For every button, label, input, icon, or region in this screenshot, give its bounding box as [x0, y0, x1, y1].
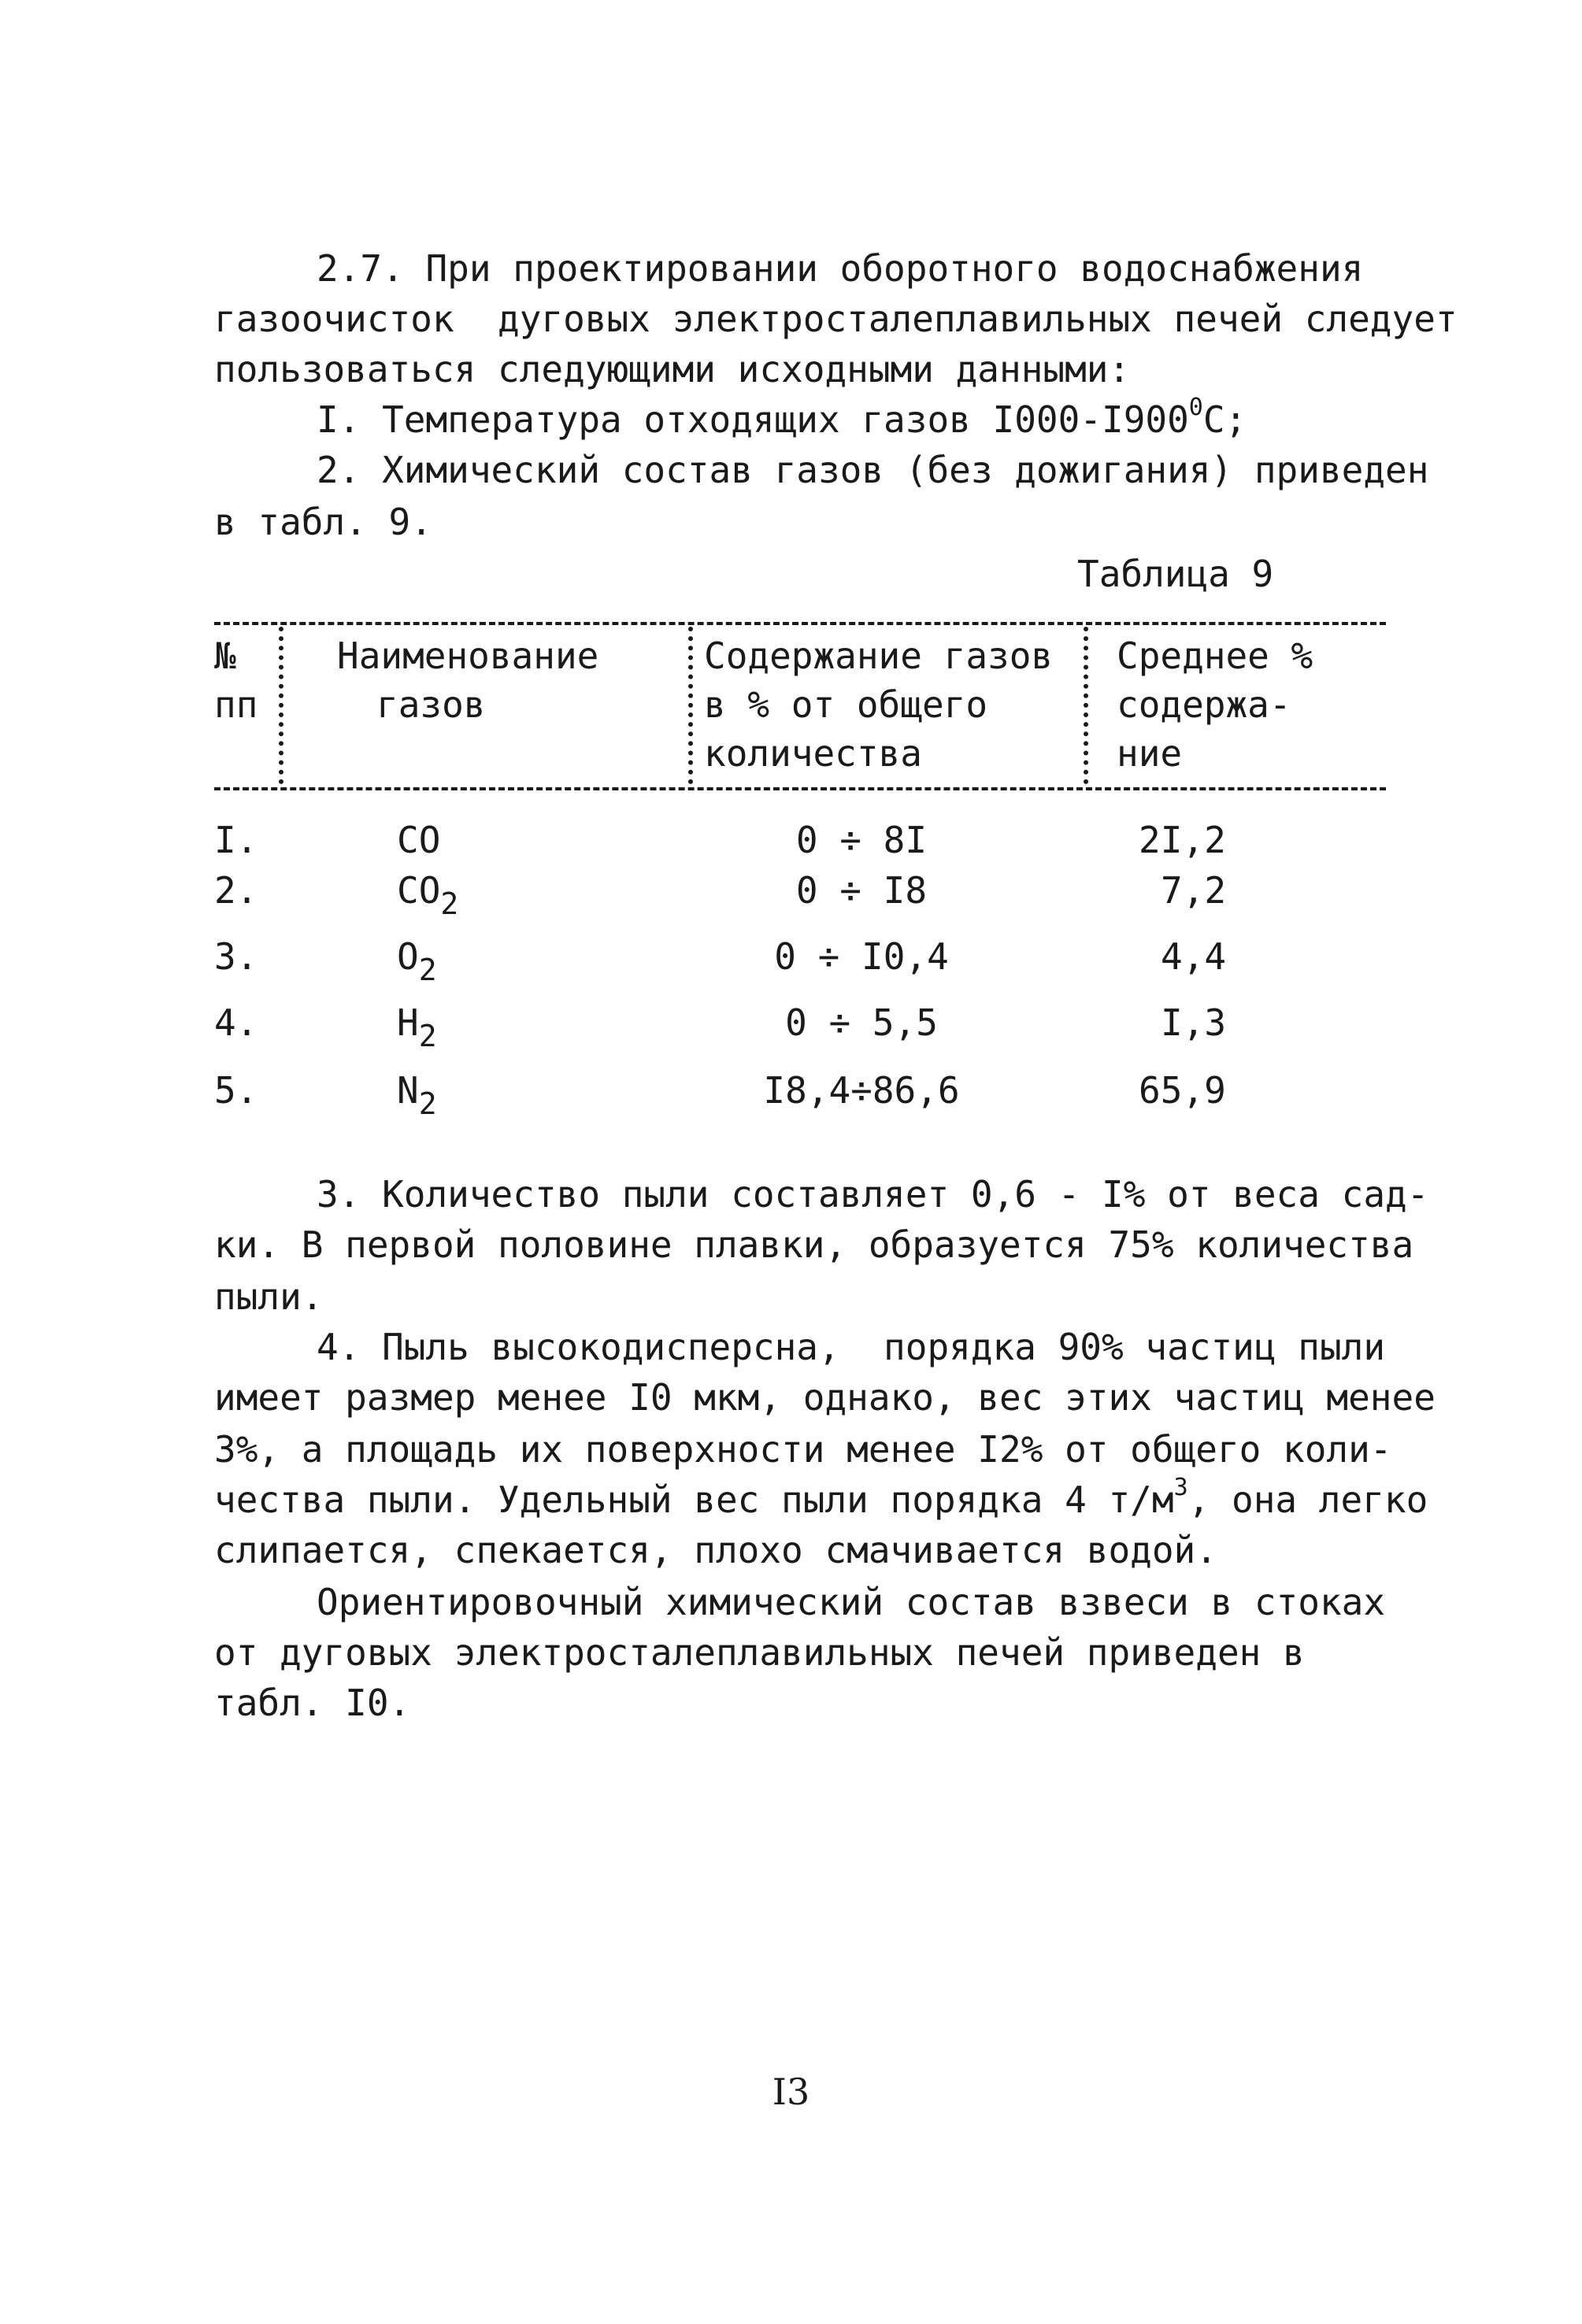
- column-separator-3: [1084, 627, 1088, 784]
- gas-formula: [397, 819, 441, 861]
- item-4-line-4-suffix: , она легко: [1187, 1478, 1428, 1521]
- cubic-superscript: 3: [1173, 1474, 1188, 1501]
- degree-superscript: 0: [1188, 394, 1203, 421]
- gas-symbol: СО: [397, 819, 441, 861]
- item-3-line-1: 3. Количество пыли составляет 0,6 - I% от веса сад-: [317, 1173, 1429, 1216]
- header-gas-name-line-2: газов: [376, 683, 486, 726]
- header-gas-name: Наименование: [337, 635, 599, 677]
- gas-subscript: 2: [418, 1019, 437, 1053]
- header-average-line-3: ние: [1117, 732, 1183, 775]
- item-4-line-5: слипается, спекается, плохо смачивается водой.: [214, 1529, 1217, 1571]
- item-4-line-4: [214, 1474, 1428, 1521]
- gas-subscript: 2: [418, 953, 437, 987]
- item-2-line-2: в табл. 9.: [214, 501, 432, 543]
- header-number: №: [214, 635, 236, 677]
- header-number-line-2: пп: [214, 683, 258, 726]
- content-range: 0 ÷ 5,5: [785, 1001, 938, 1044]
- gas-formula: [397, 1001, 437, 1053]
- paragraph-final-line-1: Ориентировочный химический состав взвеси в стоках: [317, 1581, 1386, 1623]
- gas-formula: [397, 869, 459, 921]
- gas-formula: [397, 935, 437, 987]
- gas-formula: [397, 1069, 437, 1121]
- column-separator-1: [279, 627, 283, 784]
- gas-symbol: Н: [397, 1001, 419, 1044]
- table-header-rule: [214, 787, 1386, 790]
- item-3-line-2: ки. В первой половине плавки, образуется 75% количества: [214, 1223, 1414, 1266]
- item-3-line-3: пыли.: [214, 1275, 324, 1318]
- header-content: Содержание газов: [704, 635, 1054, 677]
- content-range: 0 ÷ I8: [795, 869, 928, 912]
- header-content-line-3: количества: [704, 732, 922, 775]
- item-1-temperature: [317, 394, 1247, 441]
- page-number: I3: [772, 2071, 810, 2113]
- row-number: 4.: [214, 1001, 258, 1044]
- row-number: I.: [214, 819, 258, 861]
- row-number: 3.: [214, 935, 258, 978]
- content-range: I8,4÷86,6: [763, 1069, 960, 1112]
- paragraph-2-7-line-2: газоочисток дуговых электросталеплавильных печей следует: [214, 298, 1458, 340]
- average-value: 4,4: [1161, 935, 1227, 978]
- gas-symbol: N: [397, 1069, 419, 1112]
- item-2-line-1: 2. Химический состав газов (без дожигания) приведен: [317, 449, 1429, 491]
- content-range: 0 ÷ I0,4: [774, 935, 949, 978]
- header-average-line-2: содержа-: [1117, 683, 1291, 726]
- item-4-line-4-text: чества пыли. Удельный вес пыли порядка 4 т/м: [214, 1478, 1174, 1521]
- row-number: 2.: [214, 869, 258, 912]
- item-4-line-2: имеет размер менее I0 мкм, однако, вес этих частиц менее: [214, 1376, 1436, 1419]
- row-number: 5.: [214, 1069, 258, 1112]
- paragraph-final-line-3: табл. I0.: [214, 1682, 411, 1724]
- table-title: Таблица 9: [1077, 553, 1274, 595]
- item-4-line-1: 4. Пыль высокодисперсна, порядка 90% частиц пыли: [317, 1326, 1386, 1368]
- item-1-unit: С;: [1202, 398, 1247, 441]
- gas-subscript: 2: [418, 1086, 437, 1121]
- gas-symbol: О: [397, 935, 419, 978]
- paragraph-2-7-line-1: 2.7. При проектировании оборотного водоснабжения: [317, 247, 1364, 290]
- gas-subscript: 2: [440, 886, 459, 921]
- paragraph-2-7-line-3: пользоваться следующими исходными данными:: [214, 348, 1131, 390]
- paragraph-final-line-2: от дуговых электросталеплавильных печей приведен в: [214, 1631, 1305, 1674]
- item-1-text: I. Температура отходящих газов I000-I900: [317, 398, 1189, 441]
- average-value: 7,2: [1161, 869, 1227, 912]
- header-content-line-2: в % от общего: [704, 683, 988, 726]
- table-top-rule: [214, 622, 1386, 625]
- column-separator-2: [688, 627, 693, 784]
- average-value: 2I,2: [1139, 819, 1226, 861]
- content-range: 0 ÷ 8I: [795, 819, 928, 861]
- average-value: I,3: [1161, 1001, 1227, 1044]
- average-value: 65,9: [1139, 1069, 1226, 1112]
- item-4-line-3: 3%, а площадь их поверхности менее I2% от общего коли-: [214, 1428, 1392, 1471]
- header-average: Среднее %: [1117, 635, 1313, 677]
- gas-symbol: СО: [397, 869, 441, 912]
